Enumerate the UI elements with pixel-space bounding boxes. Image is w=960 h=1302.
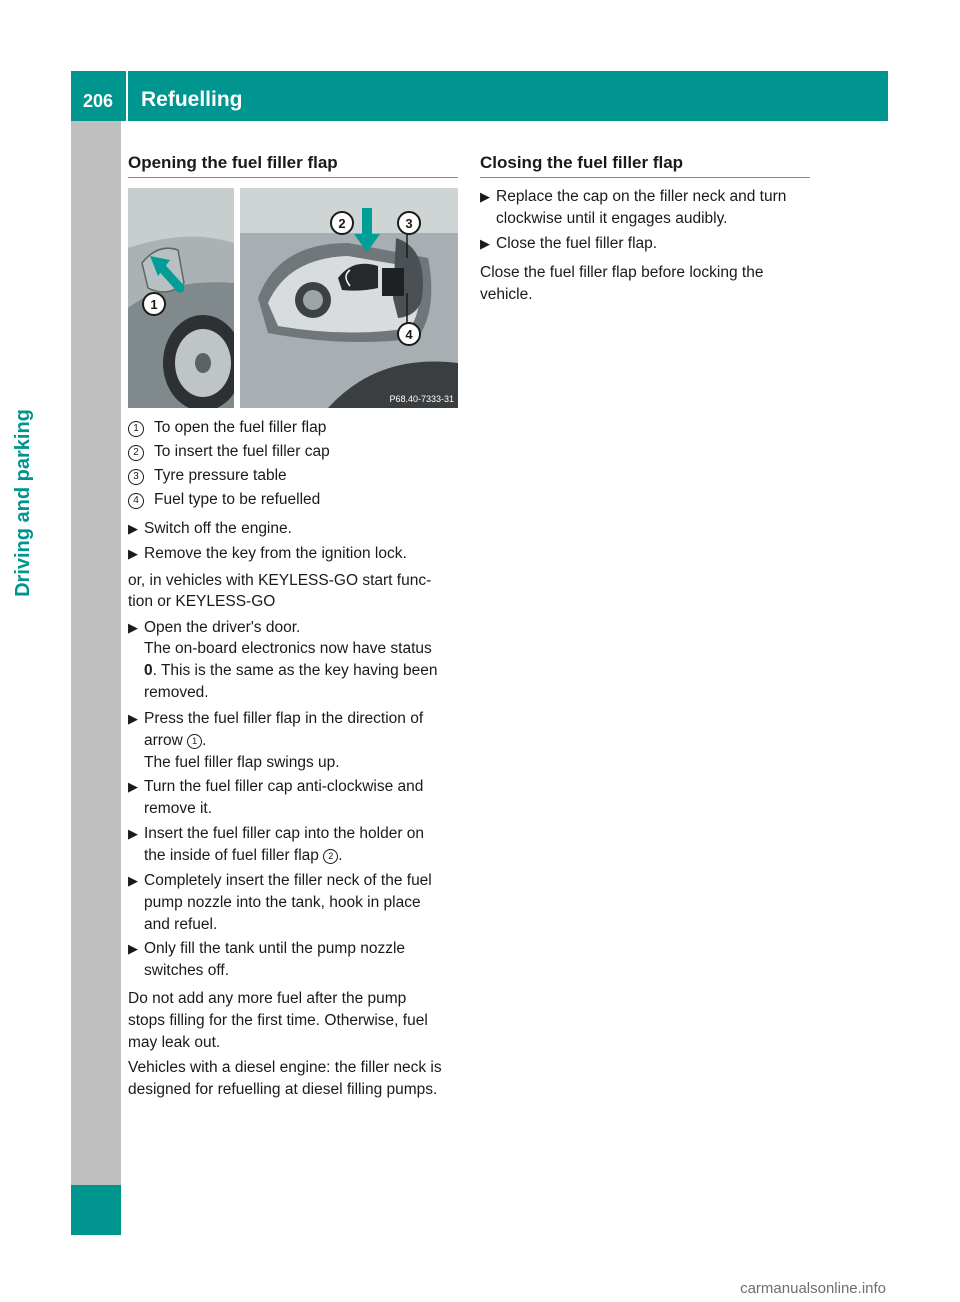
legend-item	[128, 465, 287, 487]
chapter-tab-marker	[71, 1185, 121, 1235]
status-line	[144, 660, 438, 682]
step-continuation	[144, 730, 206, 752]
step-text: Close the fuel filler flap.	[496, 235, 658, 252]
legend-item	[128, 441, 330, 463]
status-value: 0	[144, 662, 153, 679]
arrow-right-icon: ▶	[128, 711, 138, 726]
fuel-filler-figure	[128, 188, 458, 408]
note-line: Close the fuel filler flap before locking the	[480, 264, 764, 281]
step-text: .	[338, 847, 343, 864]
arrow-right-icon: ▶	[128, 941, 138, 956]
step-text: .	[202, 732, 207, 749]
chapter-label-text: Driving and parking	[12, 409, 34, 597]
left-heading-rule	[128, 177, 458, 178]
step-result: The fuel filler flap swings up.	[144, 754, 340, 771]
step-text: Switch off the engine.	[144, 520, 292, 537]
legend-item	[128, 489, 320, 511]
step-continuation: clockwise until it engages audibly.	[496, 210, 728, 227]
site-watermark: carmanualsonline.info	[740, 1280, 886, 1297]
callout-3: 3	[405, 216, 413, 231]
arrow-right-icon: ▶	[480, 236, 490, 251]
arrow-right-icon: ▶	[128, 620, 138, 635]
step-text: Replace the cap on the filler neck and turn	[496, 188, 787, 205]
step-text: Insert the fuel filler cap into the holder on	[144, 825, 425, 842]
inline-callout: 2	[323, 849, 338, 864]
legend-item	[128, 417, 326, 439]
chapter-side-strip	[71, 121, 121, 1185]
step-continuation: and refuel.	[144, 916, 218, 933]
legend-text: To insert the fuel filler cap	[154, 443, 330, 460]
left-heading: Opening the fuel filler flap	[128, 153, 338, 172]
step-text: Press the fuel filler flap in the direction of	[144, 710, 424, 727]
step-text: arrow	[144, 732, 188, 749]
arrow-right-icon: ▶	[128, 826, 138, 841]
step-continuation	[144, 845, 343, 867]
step-text: Turn the fuel filler cap anti-clockwise and	[144, 778, 424, 795]
page-number: 206	[83, 91, 114, 111]
arrow-right-icon: ▶	[128, 546, 138, 561]
legend-text: Tyre pressure table	[154, 467, 287, 484]
fuel-filler-illustration	[128, 188, 458, 408]
status-line: removed.	[144, 684, 209, 701]
section-title: Refuelling	[141, 88, 243, 111]
note-line: vehicle.	[480, 286, 533, 303]
step-continuation: switches off.	[144, 962, 230, 979]
legend-number: 1	[128, 421, 144, 437]
note-line: Do not add any more fuel after the pump	[128, 990, 407, 1007]
arrow-right-icon: ▶	[128, 873, 138, 888]
step-text: Only fill the tank until the pump nozzle	[144, 940, 406, 957]
step-text: Completely insert the filler neck of the fuel	[144, 872, 432, 889]
callout-4: 4	[405, 327, 413, 342]
step-continuation: remove it.	[144, 800, 213, 817]
step-text: the inside of fuel filler flap	[144, 847, 324, 864]
header-divider	[126, 71, 128, 121]
note-line: Vehicles with a diesel engine: the filler neck is	[128, 1059, 442, 1076]
callout-1: 1	[150, 297, 158, 312]
step-continuation: pump nozzle into the tank, hook in place	[144, 894, 421, 911]
right-heading-rule	[480, 177, 810, 178]
keyless-note-line: tion or KEYLESS-GO	[128, 593, 276, 610]
arrow-right-icon: ▶	[480, 189, 490, 204]
step-text: Open the driver's door.	[144, 619, 301, 636]
note-line: stops filling for the first time. Otherwise, fuel	[128, 1012, 428, 1029]
legend-number: 2	[128, 445, 144, 461]
note-line: designed for refuelling at diesel filling pumps.	[128, 1081, 438, 1098]
page-header	[71, 71, 888, 121]
legend-text: Fuel type to be refuelled	[154, 491, 321, 508]
legend-number: 4	[128, 493, 144, 509]
arrow-right-icon: ▶	[128, 521, 138, 536]
legend-number: 3	[128, 469, 144, 485]
callout-2: 2	[338, 216, 346, 231]
note-line: may leak out.	[128, 1034, 221, 1051]
status-text: . This is the same as the key having been	[152, 662, 438, 679]
figure-code: P68.40-7333-31	[389, 394, 454, 404]
keyless-note-line: or, in vehicles with KEYLESS-GO start func-	[128, 572, 432, 589]
inline-callout: 1	[187, 734, 202, 749]
arrow-right-icon: ▶	[128, 779, 138, 794]
legend-text: To open the fuel filler flap	[154, 419, 327, 436]
right-heading: Closing the fuel filler flap	[480, 153, 684, 172]
status-line: The on-board electronics now have status	[144, 640, 432, 657]
step-text: Remove the key from the ignition lock.	[144, 545, 407, 562]
